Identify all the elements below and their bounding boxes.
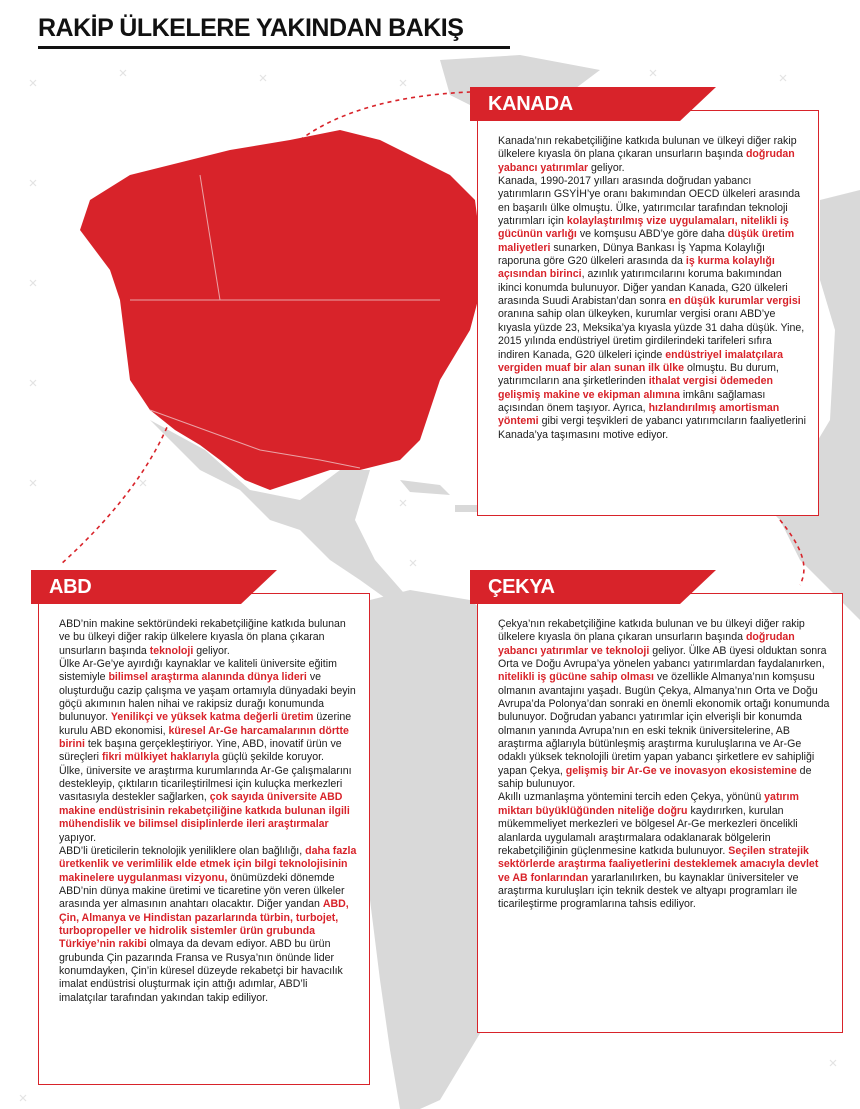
cekya-paragraph-2 bbox=[498, 791, 830, 911]
text-span: geliyor. Ülke AB üyesi olduktan sonra Orta ve Doğu Avrupa’ya yönelen yabancı yatırımlardan faydalanırken, bbox=[498, 644, 827, 671]
north-america-shape bbox=[80, 130, 480, 490]
abd-paragraph-4 bbox=[59, 845, 357, 1005]
highlight-span: doğrudan yabancı yatırımlar bbox=[498, 148, 795, 174]
highlight-span: gelişmiş bir Ar-Ge ve inovasyon ekosistemine bbox=[565, 764, 797, 777]
text-span: güçlü şekilde koruyor. bbox=[219, 751, 324, 764]
cekya-tag-label: ÇEKYA bbox=[488, 576, 555, 598]
abd-body bbox=[59, 618, 357, 1005]
highlight-span: bilimsel araştırma alanında dünya lideri bbox=[108, 671, 307, 684]
cekya-tag bbox=[470, 570, 680, 604]
cekya-paragraph-1 bbox=[498, 618, 830, 791]
highlight-span: endüstriyel imalatçılara vergiden muaf bir alan sunan ilk ülke bbox=[498, 348, 784, 374]
kanada-card bbox=[477, 93, 819, 516]
text-span: imkânı sağlaması açısından önem taşıyor. Ayrıca, bbox=[498, 388, 766, 414]
highlight-span: yatırım miktarı büyüklüğünden niteliğe doğru bbox=[498, 791, 799, 817]
highlight-span: küresel Ar-Ge harcamalarının dörtte birini bbox=[59, 724, 349, 751]
text-span: kaydırırken, kurulan mükemmeliyet merkezleri ve bölgesel Ar-Ge merkezleri öncelikli alanlarda uygulamalı araştırmalara odaklanarak bölgelerin rekabetçiliğinin güçlenmesine katkıda bulunuyor. bbox=[498, 804, 798, 857]
text-span: olmuştu. Bu durum, yatırımcıların ana şirketlerinden bbox=[498, 361, 779, 388]
text-span: önümüzdeki dönemde ABD’nin dünya makine üretimi ve ticaretine yön veren ülkeler arasında yer almasının anahtarı olacaktır. Diğer yandan bbox=[59, 871, 345, 911]
highlight-span: Seçilen stratejik sektörlerde araştırma faaliyetlerini desteklemek amacıyla devlet ve AB fonlarından bbox=[498, 844, 819, 884]
text-span: Çekya’nın rekabetçiliğine katkıda bulunan ve bu ülkeyi diğer rakip ülkelere kıyasla ön plana çıkaran unsurların başında bbox=[498, 618, 805, 644]
text-span: ve komşusu ABD’ye göre daha bbox=[576, 228, 728, 241]
text-span: oranına sahip olan ülkeyken, kurumlar vergisi oranı ABD’ye kıyasla yüzde 23, Meksika’ya kıyasla yüzde 31 daha düşük. Yine, 2015 yılında endüstriyel üretim girdilerindeki tarifeleri sıfıra indiren Kanada, G20 ülkeleri içinde bbox=[498, 308, 805, 361]
cekya-card bbox=[477, 576, 843, 1033]
highlight-span: iş kurma kolaylığı açısından birinci bbox=[498, 255, 775, 281]
text-span: gibi vergi teşvikleri de yabancı yatırımcıların faaliyetlerini Kanada’ya taşımasını motive ediyor. bbox=[498, 415, 806, 441]
text-span: sunarken, Dünya Bankası İş Yapma Kolaylığı raporuna göre G20 ülkeleri arasında da bbox=[498, 241, 765, 268]
caribbean-islands bbox=[400, 480, 480, 512]
highlight-span: teknoloji bbox=[149, 644, 194, 657]
text-span: yararlanılırken, bu kaynaklar üniversiteler ve araştırma kuruluşları için teknik destek ve altyapı programları ile ticarileştirme programlarına tahsis ediliyor. bbox=[498, 871, 799, 911]
text-span: Kanada, 1990-2017 yılları arasında doğrudan yabancı yatırımların GSYİH’ye oranı bakımından OECD ülkeleri arasında en başarılı ülke olmuştu. Ülke, yatırımcılar tarafından teknoloji yatırımları için bbox=[498, 175, 801, 228]
abd-paragraph-1 bbox=[59, 618, 357, 658]
highlight-span: daha fazla üretkenlik ve verimlilik elde etmek için bilgi teknolojisinin makinelere uygulanması vizyonu, bbox=[59, 844, 357, 884]
highlight-span: hızlandırılmış amortisman yöntemi bbox=[498, 401, 780, 428]
abd-tag bbox=[31, 570, 241, 604]
highlight-span: ABD, Çin, Almanya ve Hindistan pazarlarında türbin, turbojet, turbopropeller ve hidrolik sistemler ürün grubunda Türkiye’nin rakibi bbox=[59, 898, 349, 951]
text-span: olmaya da devam ediyor. ABD bu ürün grubunda Çin pazarında Fransa ve Rusya’nın önünde lider konumdayken, Çin’in küresel düzeyde rekabetçi bir havacılık imalat endüstrisi oluşturmak için attığı adımlar, ABD’li imalatçılar tarafından yakından takip ediliyor. bbox=[59, 938, 343, 1004]
text-span: ABD’li üreticilerin teknolojik yeniliklere olan bağlılığı, bbox=[59, 844, 306, 857]
highlight-span: doğrudan yabancı yatırımlar ve teknoloji bbox=[498, 631, 795, 657]
text-span: geliyor. bbox=[588, 161, 625, 174]
highlight-span: ithalat vergisi ödemeden gelişmiş makine ve ekipman alımına bbox=[498, 375, 773, 401]
abd-tag-label: ABD bbox=[49, 576, 92, 598]
abd-paragraph-3 bbox=[59, 765, 357, 845]
highlight-span: nitelikli iş gücüne sahip olması bbox=[498, 671, 655, 684]
text-span: üzerine kurulu ABD ekonomisi, bbox=[59, 711, 352, 737]
text-span: Ülke, üniversite ve araştırma kurumlarında Ar-Ge çalışmalarını destekleyip, çıktıların ticarileştirilmesi için kuluçka merkezleri vasıtasıyla destekler sağlarken, bbox=[59, 764, 352, 804]
highlight-span: fikri mülkiyet haklarıyla bbox=[101, 751, 220, 764]
text-span: ve özellikle Almanya’nın komşusu olmanın avantajını yaşadı. Bugün Çekya, Almanya’nın Orta ve Doğu Avrupa’da Polonya’dan sonraki en önemli ekonomik ortağı konumunda bulunuyor. Doğrudan yabancı yatırımlar için elverişli bir konumda olmanın yanında Avrupa’nın en eski teknik üniversitelerine, AB araştırma ağlarıyla bütünleşmiş araştırma kuruluşlarına ve Ar-Ge odaklı yüksek teknolojili üretim yapan yabancı şirketlere ev sahipliği yapan Çekya, bbox=[498, 671, 830, 777]
text-span: de sahip bulunuyor. bbox=[498, 764, 812, 791]
text-span: , azınlık yatırımcılarını koruma bakımından ikinci konumda bulunuyor. Diğer yandan Kanada, G20 ülkeleri arasında Suudi Arabistan’dan sonra bbox=[498, 268, 788, 308]
kanada-tag-label: KANADA bbox=[488, 93, 573, 115]
kanada-paragraph-2 bbox=[498, 175, 806, 442]
text-span: geliyor. bbox=[193, 644, 230, 657]
title-underline bbox=[38, 46, 510, 49]
text-span: ABD’nin makine sektöründeki rekabetçiliğine katkıda bulunan ve bu ülkeyi diğer rakip ülkelere kıyasla ön plana çıkaran unsurların başında bbox=[59, 618, 346, 657]
text-span: tek başına gerçekleştiriyor. Yine, ABD, inovatif ürün ve süreçleri bbox=[59, 738, 342, 764]
page-title: RAKİP ÜLKELERE YAKINDAN BAKIŞ bbox=[38, 14, 464, 42]
highlight-span: Yenilikçi ve yüksek katma değerli üretim bbox=[110, 711, 314, 724]
kanada-tag bbox=[470, 87, 680, 121]
text-span: Akıllı uzmanlaşma yöntemini tercih eden Çekya, yönünü bbox=[498, 791, 765, 804]
highlight-span: düşük üretim maliyetleri bbox=[498, 228, 795, 254]
text-span: Ülke Ar-Ge’ye ayırdığı kaynaklar ve kaliteli üniversite eğitim sistemiyle bbox=[59, 658, 337, 684]
abd-paragraph-2 bbox=[59, 658, 357, 765]
kanada-paragraph-1 bbox=[498, 135, 806, 175]
cekya-body bbox=[498, 618, 830, 912]
text-span: yapıyor. bbox=[59, 831, 97, 844]
abd-card bbox=[38, 576, 370, 1085]
text-span: Kanada’nın rekabetçiliğine katkıda bulunan ve ülkeyi diğer rakip ülkelere kıyasla ön plana çıkaran unsurların başında bbox=[498, 135, 797, 161]
text-span: ve oluşturduğu cazip çalışma ve yaşam ortamıyla dünyadaki beyin göçü akımının halen nihai ve rakipsiz durağı konumunda bulunuyor. bbox=[59, 671, 356, 724]
highlight-span: kolaylaştırılmış vize uygulamaları, nitelikli iş gücünün varlığı bbox=[498, 215, 789, 241]
highlight-span: çok sayıda üniversite ABD makine endüstrisinin rekabetçiliğine katkıda bulunan ilgili mühendislik ve bilimsel disiplinlerde ileri araştırmalar bbox=[59, 791, 350, 831]
kanada-body bbox=[498, 135, 806, 442]
highlight-span: en düşük kurumlar vergisi bbox=[668, 295, 801, 308]
